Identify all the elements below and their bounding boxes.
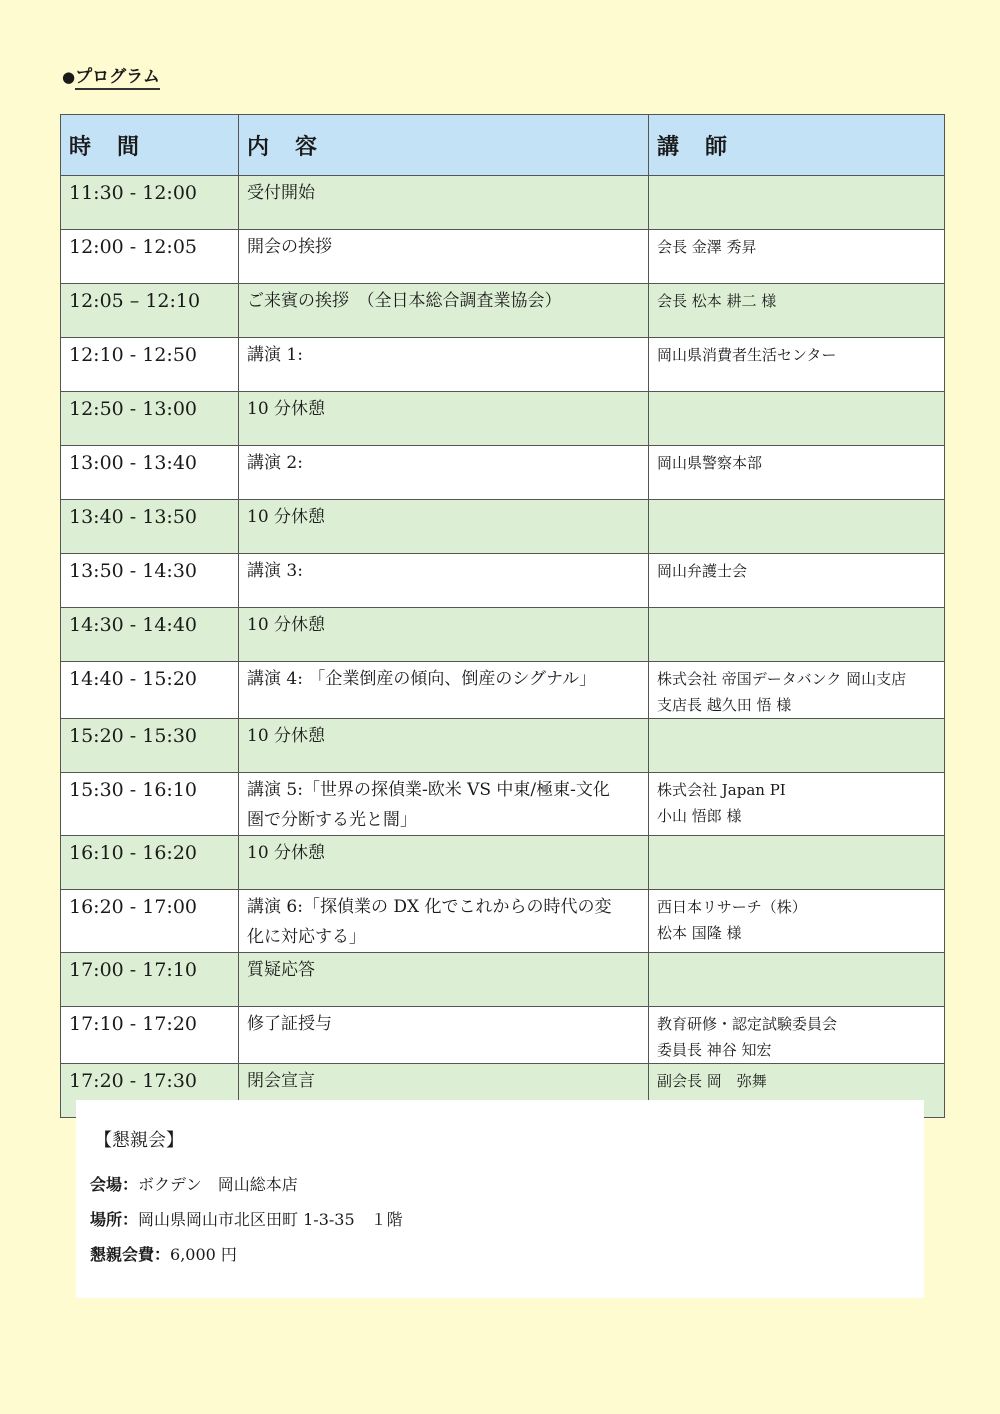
speaker-line: 岡山県警察本部 xyxy=(657,454,763,472)
table-row xyxy=(61,230,945,284)
content-cell xyxy=(239,773,649,836)
table-row xyxy=(61,338,945,392)
content-line: 10 分休憩 xyxy=(247,726,326,746)
speaker-cell xyxy=(649,554,945,608)
speaker-cell xyxy=(649,608,945,662)
party-title: 【懇親会】 xyxy=(94,1130,184,1151)
content-line: 10 分休憩 xyxy=(247,507,326,527)
speaker-line: 委員長 神谷 知宏 xyxy=(657,1041,772,1059)
content-cell xyxy=(239,1007,649,1064)
content-cell xyxy=(239,608,649,662)
speaker-cell xyxy=(649,176,945,230)
table-row xyxy=(61,284,945,338)
speaker-line: 西日本リサーチ（株） xyxy=(657,898,807,916)
venue-value: ボクデン 岡山総本店 xyxy=(138,1175,298,1194)
speaker-cell xyxy=(649,953,945,1007)
header-time: 時 間 xyxy=(61,115,239,176)
content-line: 閉会宣言 xyxy=(247,1071,315,1091)
content-line: 講演 2: xyxy=(247,453,303,473)
table-row xyxy=(61,446,945,500)
content-line: 質疑応答 xyxy=(247,960,315,980)
content-cell xyxy=(239,446,649,500)
time-cell: 12:05 – 12:10 xyxy=(61,284,239,338)
table-row xyxy=(61,719,945,773)
speaker-cell xyxy=(649,836,945,890)
content-line: 10 分休憩 xyxy=(247,399,326,419)
section-heading xyxy=(62,62,160,87)
program-rows xyxy=(61,176,945,1118)
content-cell xyxy=(239,890,649,953)
time-cell: 13:40 - 13:50 xyxy=(61,500,239,554)
speaker-line: 会長 松本 耕二 様 xyxy=(657,292,777,310)
time-cell: 17:10 - 17:20 xyxy=(61,1007,239,1064)
speaker-cell xyxy=(649,1007,945,1064)
speaker-cell xyxy=(649,230,945,284)
table-row xyxy=(61,773,945,836)
time-cell: 15:20 - 15:30 xyxy=(61,719,239,773)
bullet-icon: ● xyxy=(62,68,76,86)
speaker-line: 小山 悟郎 様 xyxy=(657,807,742,825)
speaker-line: 会長 金澤 秀昇 xyxy=(657,238,757,256)
time-cell: 12:10 - 12:50 xyxy=(61,338,239,392)
table-row xyxy=(61,662,945,719)
speaker-line: 松本 国隆 様 xyxy=(657,924,742,942)
speaker-cell xyxy=(649,284,945,338)
venue-label: 会場： xyxy=(90,1175,139,1194)
table-row xyxy=(61,608,945,662)
speaker-line: 岡山県消費者生活センター xyxy=(657,346,837,364)
content-cell xyxy=(239,500,649,554)
table-row xyxy=(61,554,945,608)
content-cell xyxy=(239,953,649,1007)
content-cell xyxy=(239,836,649,890)
speaker-line: 株式会社 帝国データバンク 岡山支店 xyxy=(657,670,907,688)
party-info-box xyxy=(76,1100,924,1298)
content-line: 講演 1: xyxy=(247,345,303,365)
time-cell: 17:00 - 17:10 xyxy=(61,953,239,1007)
content-line: 化に対応する」 xyxy=(247,927,366,947)
speaker-cell xyxy=(649,890,945,953)
table-row xyxy=(61,890,945,953)
content-cell xyxy=(239,719,649,773)
time-cell: 14:30 - 14:40 xyxy=(61,608,239,662)
speaker-cell xyxy=(649,773,945,836)
speaker-cell xyxy=(649,338,945,392)
time-cell: 16:10 - 16:20 xyxy=(61,836,239,890)
party-venue-row xyxy=(90,1172,298,1195)
section-title: プログラム xyxy=(75,67,160,90)
speaker-line: 教育研修・認定試験委員会 xyxy=(657,1015,838,1033)
header-content: 内 容 xyxy=(239,115,649,176)
table-row xyxy=(61,953,945,1007)
party-address-row xyxy=(90,1207,403,1230)
speaker-line: 副会長 岡 弥舞 xyxy=(657,1072,767,1090)
content-line: 講演 5:「世界の探偵業-欧米 VS 中東/極東-文化 xyxy=(247,780,610,800)
time-cell: 13:00 - 13:40 xyxy=(61,446,239,500)
header-speaker: 講 師 xyxy=(649,115,945,176)
speaker-cell xyxy=(649,662,945,719)
content-cell xyxy=(239,176,649,230)
content-cell xyxy=(239,662,649,719)
content-line: 講演 4: 「企業倒産の傾向、倒産のシグナル」 xyxy=(247,669,597,689)
time-cell: 17:20 - 17:30 xyxy=(61,1064,239,1118)
content-line: 開会の挨拶 xyxy=(247,237,332,257)
time-cell: 11:30 - 12:00 xyxy=(61,176,239,230)
content-cell xyxy=(239,554,649,608)
time-cell: 12:00 - 12:05 xyxy=(61,230,239,284)
content-cell xyxy=(239,230,649,284)
content-line: 修了証授与 xyxy=(247,1014,332,1034)
address-label: 場所： xyxy=(90,1210,139,1229)
speaker-line: 株式会社 Japan PI xyxy=(657,781,786,799)
speaker-cell xyxy=(649,446,945,500)
content-line: 圏で分断する光と闇」 xyxy=(247,810,417,830)
content-line: 10 分休憩 xyxy=(247,843,326,863)
fee-value: 6,000 円 xyxy=(170,1245,237,1264)
speaker-cell xyxy=(649,500,945,554)
time-cell: 16:20 - 17:00 xyxy=(61,890,239,953)
content-cell xyxy=(239,284,649,338)
content-cell xyxy=(239,338,649,392)
speaker-cell xyxy=(649,392,945,446)
table-row xyxy=(61,836,945,890)
program-table xyxy=(60,114,945,1118)
speaker-cell xyxy=(649,719,945,773)
time-cell: 12:50 - 13:00 xyxy=(61,392,239,446)
content-line: 10 分休憩 xyxy=(247,615,326,635)
time-cell: 13:50 - 14:30 xyxy=(61,554,239,608)
time-cell: 15:30 - 16:10 xyxy=(61,773,239,836)
party-fee-row xyxy=(90,1242,237,1265)
speaker-line: 岡山弁護士会 xyxy=(657,562,748,580)
speaker-line: 支店長 越久田 悟 様 xyxy=(657,696,792,714)
table-row xyxy=(61,176,945,230)
content-line: 講演 6:「探偵業の DX 化でこれからの時代の変 xyxy=(247,897,612,917)
address-value: 岡山県岡山市北区田町 1-3-35 １階 xyxy=(138,1210,403,1229)
table-row xyxy=(61,500,945,554)
time-cell: 14:40 - 15:20 xyxy=(61,662,239,719)
content-cell xyxy=(239,392,649,446)
table-row xyxy=(61,392,945,446)
table-row xyxy=(61,1007,945,1064)
content-line: 受付開始 xyxy=(247,183,315,203)
content-line: 講演 3: xyxy=(247,561,303,581)
fee-label: 懇親会費： xyxy=(90,1245,171,1264)
content-line: ご来賓の挨拶 （全日本総合調査業協会） xyxy=(247,291,562,311)
